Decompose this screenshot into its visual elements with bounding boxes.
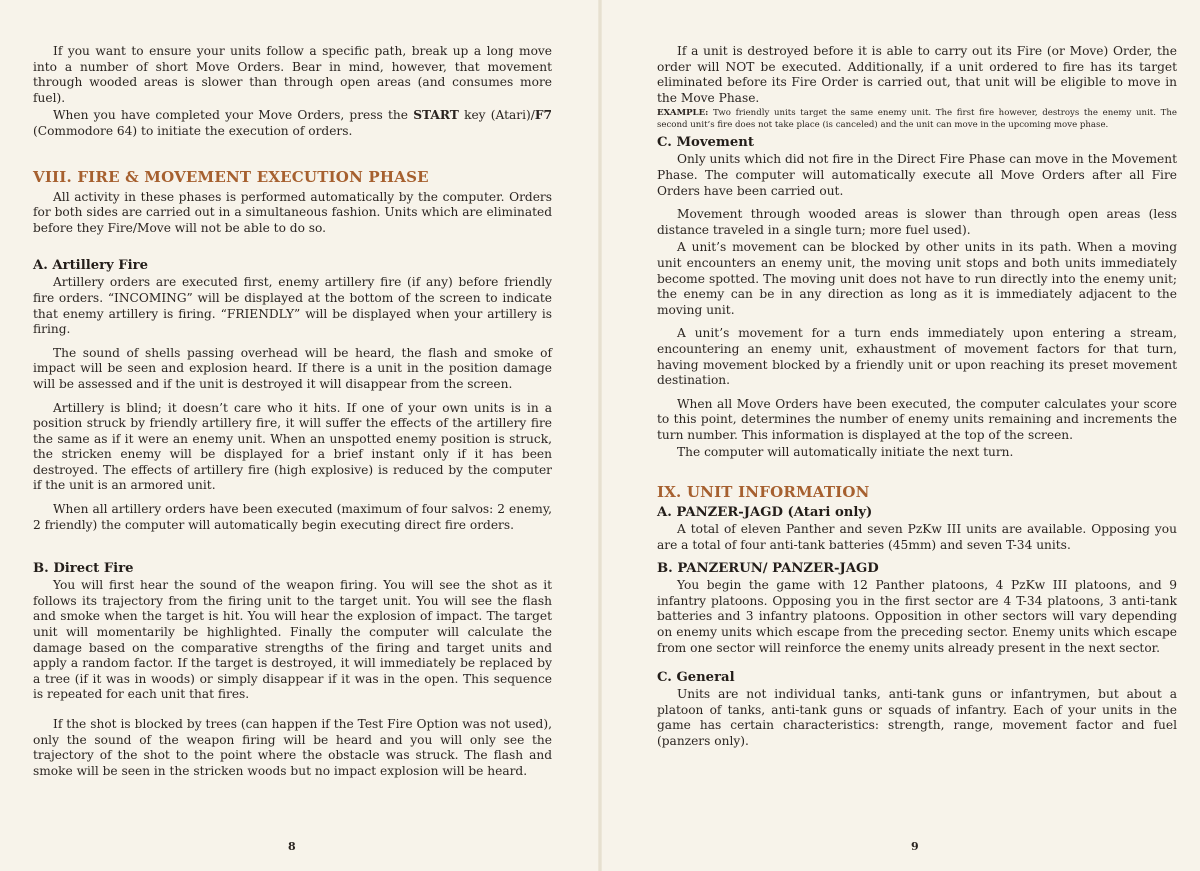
paragraph-general: Units are not individual tanks, anti-tank guns or infantrymen, but about a platoon of tanks, anti-tank guns or squads of infantry. Each of your units in the game has certain characteristics: strength, range, movement factor and fuel (panzers only).	[657, 687, 1177, 748]
example-text: Two friendly units target the same enemy unit. The first fire however, destroys the enemy unit. The second unit’s fire does not take place (is canceled) and the unit can move in the upcoming move phase.	[657, 108, 1177, 130]
paragraph-movement-5: When all Move Orders have been executed, the computer calculates your score to this point, determines the number of enemy units remaining and increments the turn number. This information is displayed at the top of the screen.	[657, 396, 1177, 442]
subsection-title-artillery: A. Artillery Fire	[33, 258, 149, 274]
paragraph-panzerun: You begin the game with 12 Panther platoons, 4 PzKw III platoons, and 9 infantry platoons. Opposing you in the first sector are 4 T-34 platoons, 3 anti-tank batteries and 3 infantry platoons. Opposition in other sectors will vary depending on enemy units which escape from the preceding sector. Enemy units which escape from one sector will reinforce the enemy units already present in the next sector.	[657, 578, 1177, 655]
subsection-title-general: C. General	[657, 670, 735, 686]
start-key-text-pre: When you have completed your Move Orders, press the	[53, 108, 414, 123]
paragraph-movement-6: The computer will automatically initiate the next turn.	[677, 445, 1014, 460]
paragraph-panzer-jagd: A total of eleven Panther and seven PzKw III units are available. Opposing you are a total of four anti-tank batteries (45mm) and seven T-34 units.	[657, 522, 1177, 552]
f7-key-label: F7	[534, 108, 553, 123]
paragraph-artillery-4: When all artillery orders have been executed (maximum of four salvos: 2 enemy, 2 friendly) the computer will automatically begin executing direct fire orders.	[33, 502, 552, 532]
paragraph-artillery-2: The sound of shells passing overhead will be heard, the flash and smoke of impact will be seen and explosion heard. If there is a unit in the position damage will be assessed and if the unit is destroyed it will disappear from the screen.	[33, 345, 552, 391]
page-right	[600, 0, 1200, 871]
section-title-unit-information: IX. UNIT INFORMATION	[657, 483, 870, 502]
example-note	[657, 108, 1177, 131]
subsection-title-panzer-jagd: A. PANZER-JAGD (Atari only)	[657, 505, 873, 521]
paragraph-execution-intro: All activity in these phases is performed automatically by the computer. Orders for both sides are carried out in a simultaneous fashion. Units which are eliminated before they Fire/Move will not be able to do so.	[33, 189, 552, 235]
paragraph-destroyed-unit: If a unit is destroyed before it is able to carry out its Fire (or Move) Order, the order will NOT be executed. Additionally, if a unit ordered to fire has its target eliminated before its Fire Order is carried out, that unit will be eligible to move in the Move Phase.	[657, 44, 1177, 105]
paragraph-move-orders: If you want to ensure your units follow a specific path, break up a long move into a number of short Move Orders. Bear in mind, however, that movement through wooded areas is slower than through open areas (and consumes more fuel).	[33, 44, 552, 105]
paragraph-movement-4: A unit’s movement for a turn ends immediately upon entering a stream, encountering an enemy unit, exhaustment of movement factors for that turn, having movement blocked by a friendly unit or upon reaching its preset movement destination.	[657, 326, 1177, 388]
paragraph-movement-2: Movement through wooded areas is slower than through open areas (less distance traveled in a single turn; more fuel used).	[657, 207, 1177, 237]
start-key-text-mid: key (Atari)/	[458, 108, 535, 123]
subsection-title-movement: C. Movement	[657, 135, 754, 151]
start-key-label: START	[413, 108, 459, 123]
paragraph-artillery-3: Artillery is blind; it doesn’t care who it hits. If one of your own units is in a position struck by friendly artillery fire, it will suffer the effects of the artillery fire the same as if it were an enemy unit. When an unspotted enemy position is struck, the stricken enemy will be displayed for a brief instant only if it has been destroyed. The effects of artillery fire (high explosive) is reduced by the computer if the unit is an armored unit.	[33, 400, 552, 493]
page-number-left: 8	[288, 840, 296, 853]
page-number-right: 9	[911, 840, 919, 853]
start-key-text-post: (Commodore 64) to initiate the execution of orders.	[33, 123, 353, 138]
subsection-title-panzerun: B. PANZERUN/ PANZER-JAGD	[657, 561, 879, 577]
subsection-title-direct-fire: B. Direct Fire	[33, 561, 134, 577]
paragraph-start-key	[33, 108, 552, 139]
paragraph-direct-fire-2: If the shot is blocked by trees (can happen if the Test Fire Option was not used), only the sound of the weapon firing will be heard and you will only see the trajectory of the shot to the point where the obstacle was struck. The flash and smoke will be seen in the stricken woods but no impact explosion will be heard.	[33, 717, 552, 778]
paragraph-direct-fire-1: You will first hear the sound of the weapon firing. You will see the shot as it follows its trajectory from the firing unit to the target unit. You will see the flash and smoke when the target is hit. You will hear the explosion of impact. The target unit will momentarily be highlighted. Finally the computer will calculate the damage based on the comparative strengths of the firing and target units and apply a random factor. If the target is destroyed, it will immediately be replaced by a tree (if it was in woods) or simply disappear if it was in the open. This sequence is repeated for each unit that fires.	[33, 578, 552, 702]
example-label: EXAMPLE:	[657, 108, 709, 119]
paragraph-movement-1: Only units which did not fire in the Direct Fire Phase can move in the Movement Phase. The computer will automatically execute all Move Orders after all Fire Orders have been carried out.	[657, 152, 1177, 198]
paragraph-artillery-1: Artillery orders are executed first, enemy artillery fire (if any) before friendly fire orders. “INCOMING” will be displayed at the bottom of the screen to indicate that enemy artillery is firing. “FRIENDLY” will be displayed when your artillery is firing.	[33, 275, 552, 337]
section-title-fire-movement: VIII. FIRE & MOVEMENT EXECUTION PHASE	[33, 167, 429, 186]
paragraph-movement-3: A unit’s movement can be blocked by other units in its path. When a moving unit encounters an enemy unit, the moving unit stops and both units immediately become spotted. The moving unit does not have to run directly into the enemy unit; the enemy can be in any direction as long as it is immediately adjacent to the moving unit.	[657, 240, 1177, 317]
